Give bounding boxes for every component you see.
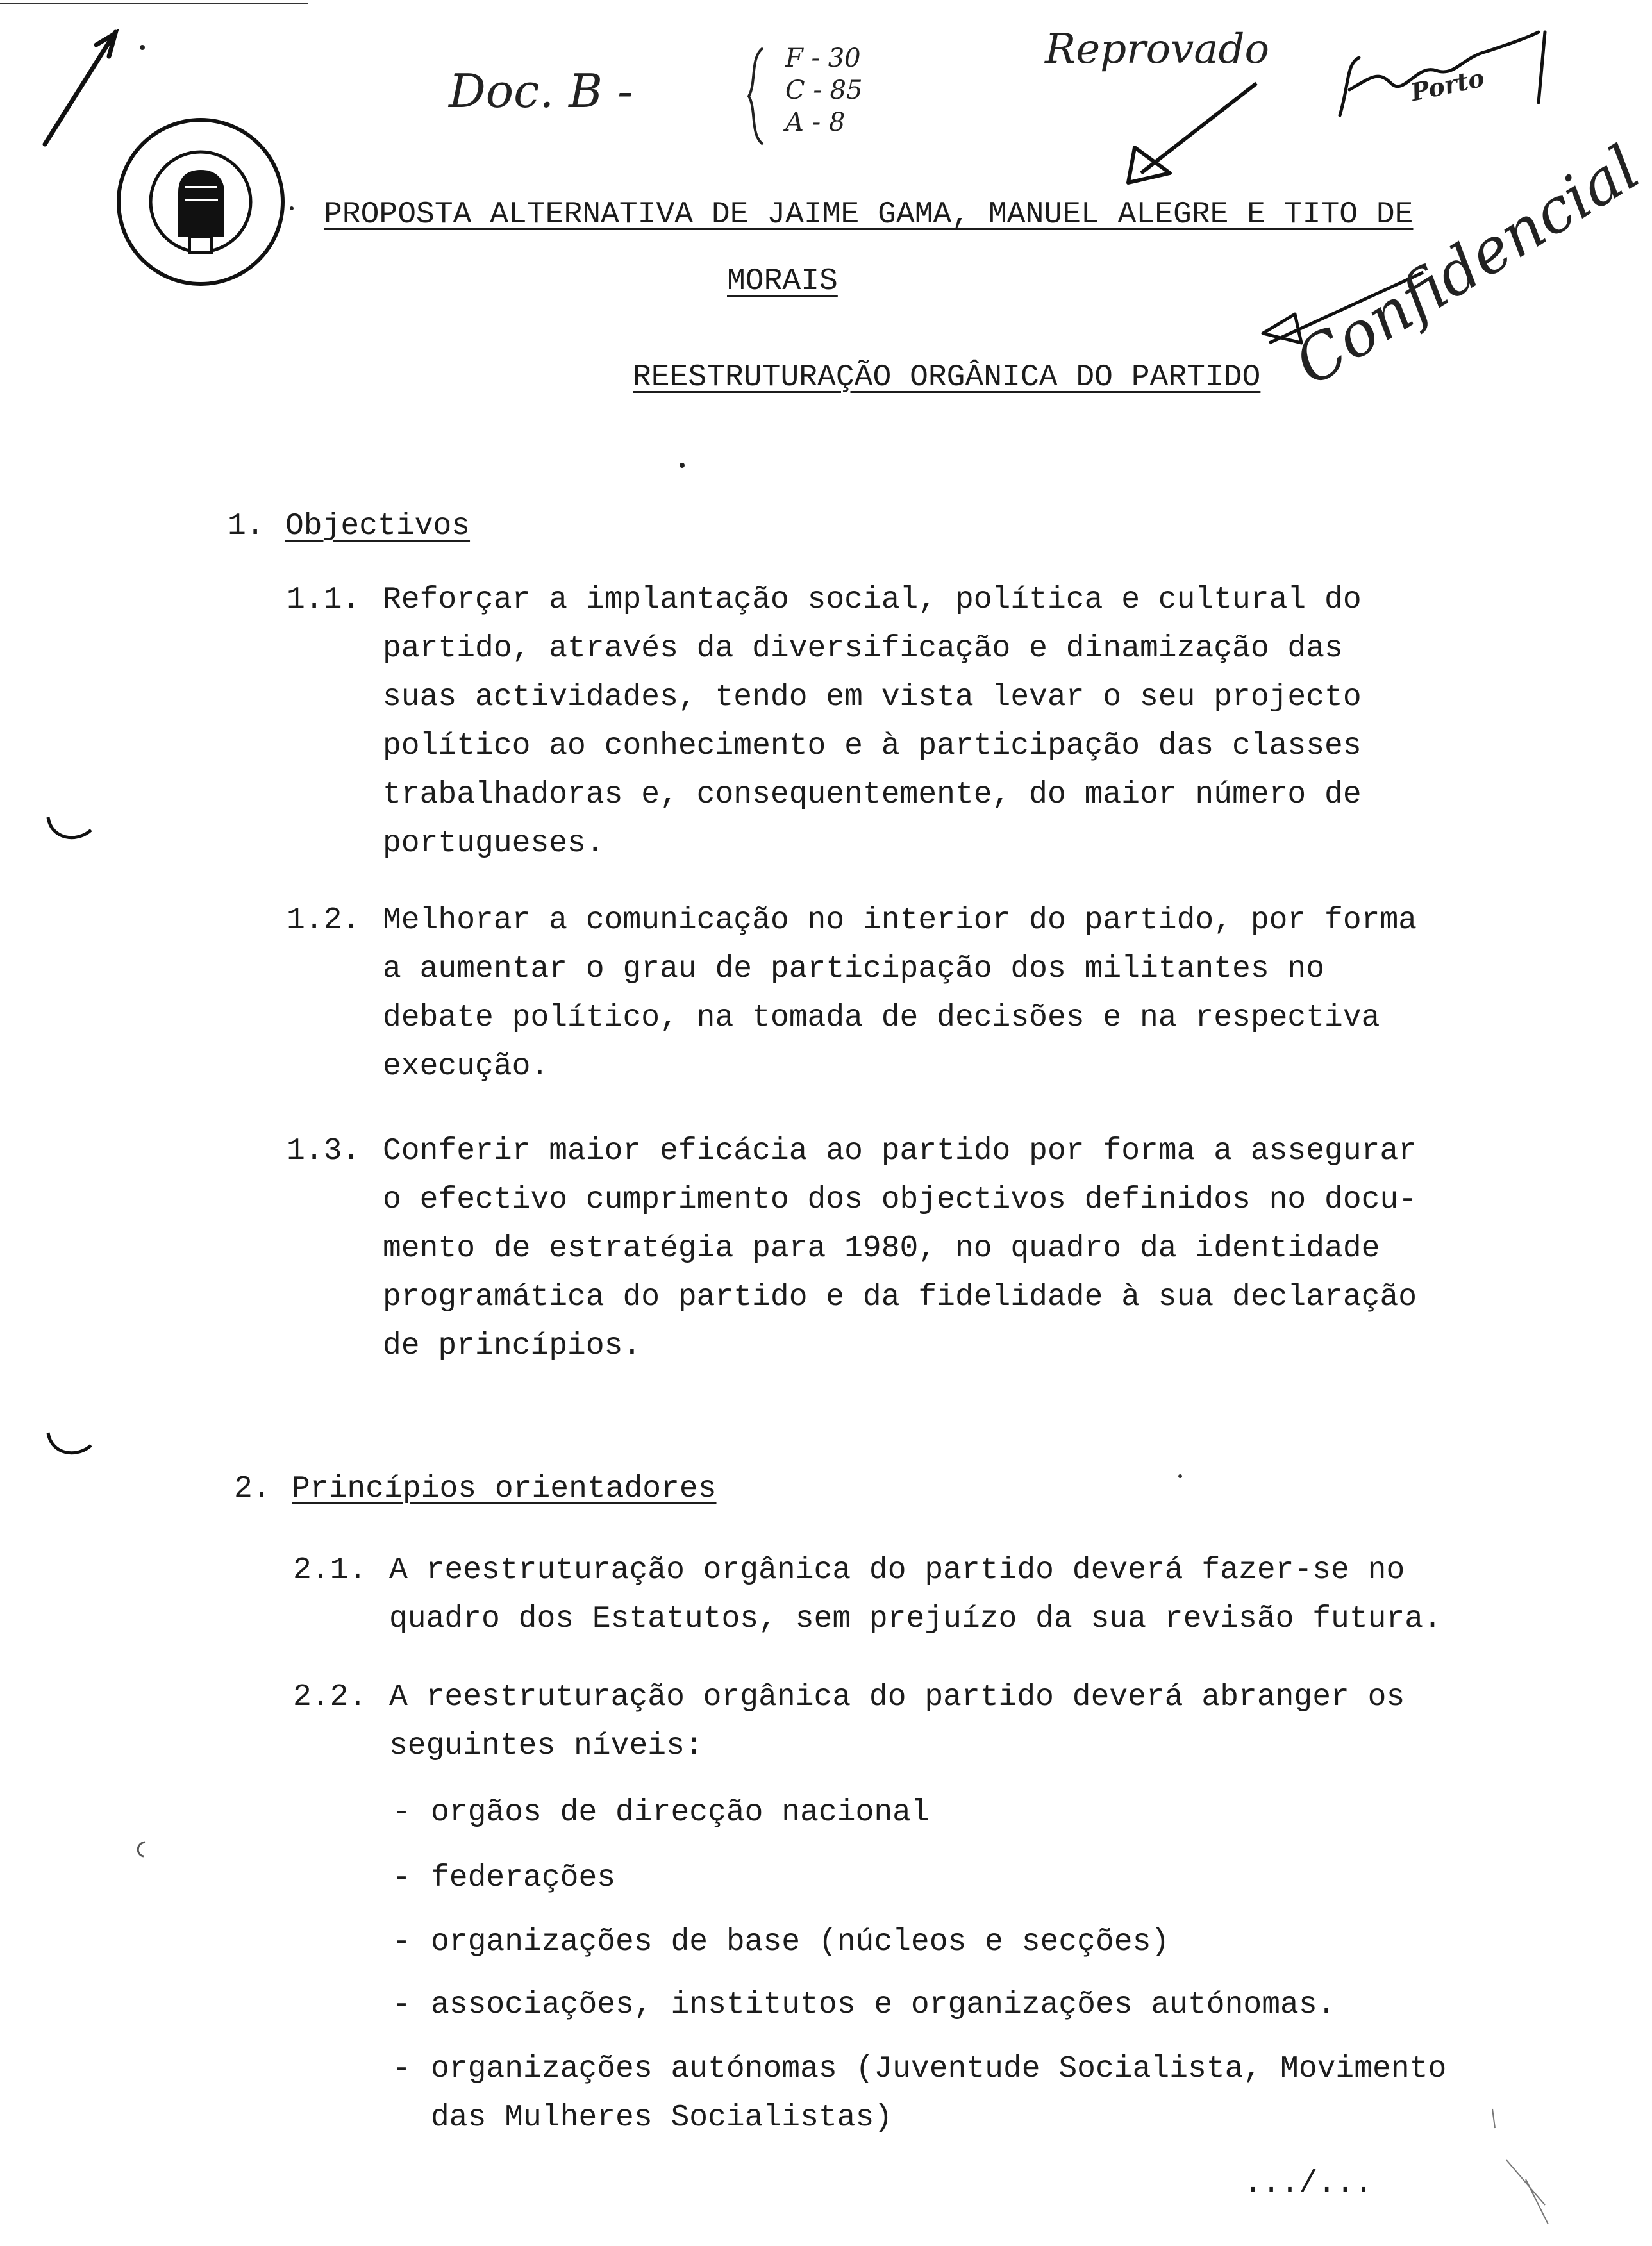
handwritten-stroke: [19, 26, 122, 154]
section-2-heading: Princípios orientadores: [292, 1472, 717, 1506]
list-dash: -: [392, 1988, 411, 2022]
logo-dot: [290, 206, 294, 210]
list-item-text: organizações de base (núcleos e secções): [431, 1925, 1170, 1959]
handwritten-porto: Porto: [1408, 63, 1487, 107]
section-2-number: 2.: [234, 1472, 271, 1506]
paragraph-1-3-number: 1.3.: [287, 1134, 361, 1169]
section-1-number: 1.: [228, 509, 265, 544]
list-item-text: orgãos de direcção nacional: [431, 1795, 930, 1830]
paragraph-2-2-text: A reestruturação orgânica do partido deverá abranger os seguintes níveis:: [389, 1680, 1405, 1763]
list-dash: -: [392, 1861, 411, 1895]
handwritten-confidencial: Confidencial: [1282, 131, 1652, 400]
partido-socialista-logo: [114, 115, 287, 288]
paragraph-1-1-number: 1.1.: [287, 583, 361, 617]
paragraph-1-2-text: Melhorar a comunicação no interior do partido, por forma a aumentar o grau de participação dos militantes no debate político, na tomada de decisões e na respectiva execução.: [383, 903, 1417, 1084]
stray-dot: [680, 463, 685, 468]
punch-mark-2: [45, 1429, 96, 1461]
paragraph-2-2-number: 2.2.: [293, 1680, 367, 1715]
punch-mark-1: [45, 814, 96, 846]
handwritten-code-2: C - 85: [785, 76, 863, 105]
section-1-heading: Objectivos: [285, 509, 471, 544]
list-dash: -: [392, 1925, 411, 1959]
handwritten-code-3: A - 8: [785, 108, 846, 137]
continuation-mark: .../...: [1244, 2167, 1373, 2201]
list-dash: -: [392, 2052, 411, 2086]
punch-mark-3: [133, 1840, 149, 1859]
list-dash: -: [392, 1795, 411, 1830]
paragraph-1-2-number: 1.2.: [287, 903, 361, 938]
list-item-text: associações, institutos e organizações autónomas.: [431, 1988, 1336, 2022]
document-title: PROPOSTA ALTERNATIVA DE JAIME GAMA, MANUEL ALEGRE E TITO DE: [324, 197, 1414, 232]
document-title-cont: MORAIS: [727, 264, 838, 299]
handwritten-doc-ref: Doc. B -: [449, 64, 633, 118]
list-item-text: organizações autónomas (Juventude Socialista, Movimento das Mulheres Socialistas): [431, 2052, 1447, 2135]
handwritten-code-1: F - 30: [785, 44, 861, 73]
handwritten-reprovado: Reprovado: [1045, 26, 1269, 73]
handwritten-arrow-1: [1115, 77, 1263, 192]
paragraph-2-1-number: 2.1.: [293, 1553, 367, 1588]
paragraph-2-1-text: A reestruturação orgânica do partido deverá fazer-se no quadro dos Estatutos, sem prejuízo da sua revisão futura.: [389, 1553, 1442, 1636]
handwritten-brace: [737, 45, 769, 147]
top-rule: [0, 3, 308, 4]
handwritten-dot: [140, 45, 145, 50]
list-item-text: federações: [431, 1861, 616, 1895]
stray-dot-2: [1178, 1474, 1182, 1478]
edge-scratch: [1487, 2102, 1551, 2231]
paragraph-1-3-text: Conferir maior eficácia ao partido por forma a assegurar o efectivo cumprimento dos objectivos definidos no docu- mento de estratégia para 1980, no quadro da identidade programática do partido e da fidelidade à sua declaração de princípios.: [383, 1134, 1417, 1363]
paragraph-1-1-text: Reforçar a implantação social, política e cultural do partido, através da diversificação e dinamização das suas actividades, tendo em vista levar o seu projecto político ao conhecimento e à participação das classes trabalhadoras e, consequentemente, do maior número de portugueses.: [383, 583, 1362, 861]
document-subtitle: REESTRUTURAÇÃO ORGÂNICA DO PARTIDO: [633, 360, 1261, 395]
